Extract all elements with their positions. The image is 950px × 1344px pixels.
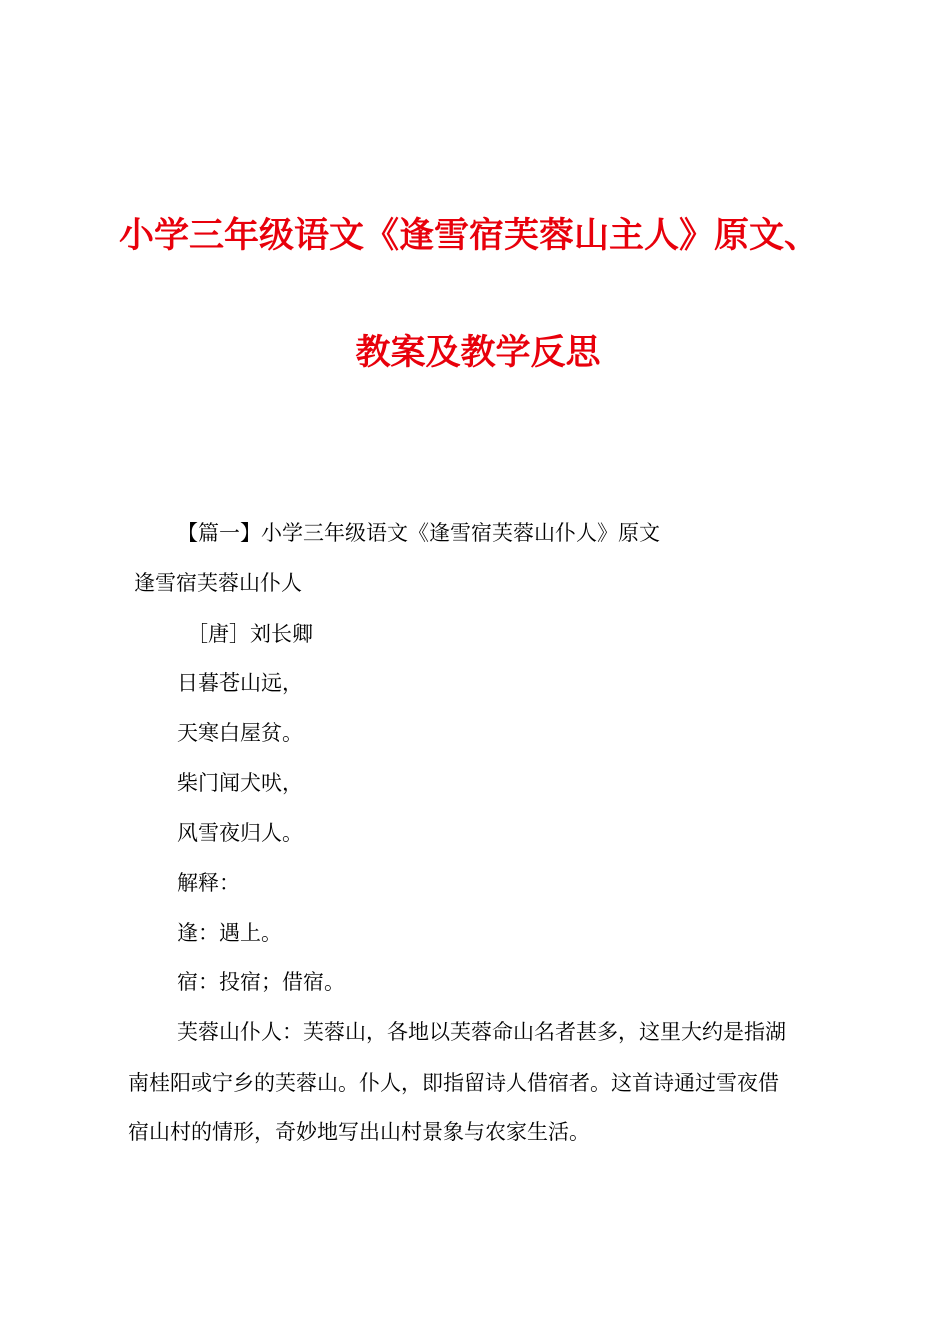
paragraph-line: 芙蓉山仆人：芙蓉山，各地以芙蓉命山名者甚多，这里大约是指湖 (177, 1020, 786, 1044)
poem-line: 风雪夜归人。 (177, 821, 303, 845)
poem-line: 日暮苍山远， (177, 671, 303, 695)
notes-label: 解释： (177, 871, 240, 895)
document-title-line-1: 小学三年级语文《逢雪宿芙蓉山主人》原文、 (118, 215, 819, 256)
note-item: 宿：投宿；借宿。 (177, 970, 345, 994)
paragraph-line: 宿山村的情形，奇妙地写出山村景象与农家生活。 (128, 1120, 590, 1144)
paragraph-line: 南桂阳或宁乡的芙蓉山。仆人，即指留诗人借宿者。这首诗通过雪夜借 (128, 1071, 779, 1095)
note-item: 逢：遇上。 (177, 921, 282, 945)
document-title-line-2: 教案及教学反思 (355, 332, 601, 373)
poem-line: 柴门闻犬吠， (177, 771, 303, 795)
poem-author: ［唐］刘长卿 (187, 622, 313, 646)
poem-line: 天寒白屋贫。 (177, 721, 303, 745)
poem-title: 逢雪宿芙蓉山仆人 (134, 571, 302, 595)
section-heading: 【篇一】小学三年级语文《逢雪宿芙蓉山仆人》原文 (177, 521, 660, 545)
